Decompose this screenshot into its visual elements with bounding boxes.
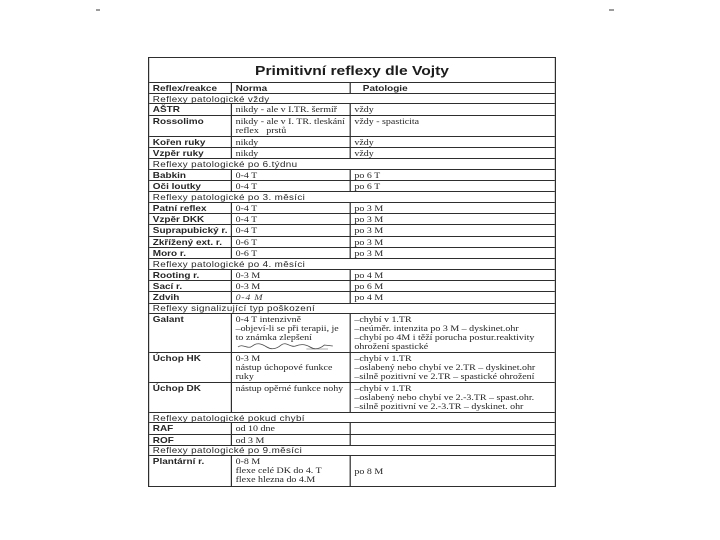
- reflex-name-cell: ROF: [149, 435, 232, 445]
- norma-line: 0-6 T: [235, 249, 258, 259]
- reflex-name-cell: Rossolimo: [149, 116, 232, 136]
- norma-line: reflex prstů: [235, 125, 287, 135]
- norma-line: 0-4 T: [235, 214, 258, 224]
- norma-cell: [232, 353, 351, 382]
- norma-cell: [232, 148, 351, 158]
- patologie-line: ohrožení spastické: [354, 342, 429, 352]
- section-title: Reflexy patologické pokud chybí: [152, 413, 305, 423]
- norma-line: 0-8 M: [235, 457, 261, 467]
- table-row: [149, 181, 555, 192]
- header-reflex: Reflex/reakce: [149, 83, 232, 93]
- patologie-cell: [351, 270, 555, 280]
- norma-cell: [232, 423, 351, 433]
- table-row: [149, 292, 555, 303]
- patologie-cell: [351, 456, 555, 486]
- norma-cell: [232, 137, 351, 147]
- section-header: [149, 304, 555, 314]
- norma-line: –objeví-li se při terapii, je: [235, 324, 339, 334]
- norma-cell: [232, 456, 351, 486]
- scan-artifact: [609, 9, 614, 11]
- norma-cell: [232, 237, 351, 247]
- norma-cell: [232, 314, 351, 352]
- table-row: [149, 104, 555, 115]
- reflex-name-cell: RAF: [149, 423, 232, 433]
- patologie-line: vždy: [354, 105, 374, 115]
- table-row: [149, 456, 555, 486]
- reflex-name-cell: Vzpěr ruky: [149, 148, 232, 158]
- norma-line: nikdy: [235, 148, 259, 158]
- norma-cell: [232, 214, 351, 224]
- norma-line: od 10 dne: [235, 424, 275, 434]
- norma-line: nikdy: [235, 137, 259, 147]
- norma-cell: [232, 292, 351, 302]
- patologie-cell: [351, 214, 555, 224]
- table-row: [149, 203, 555, 214]
- norma-line: 0-4 T: [235, 181, 258, 191]
- reflex-name-cell: Oči loutky: [149, 181, 232, 191]
- patologie-line: po 6 M: [354, 282, 384, 292]
- patologie-line: po 4 M: [354, 270, 384, 280]
- norma-cell: [232, 170, 351, 180]
- table-row: [149, 148, 555, 159]
- section-title: Reflexy patologické po 6.týdnu: [152, 159, 298, 169]
- reflex-name-cell: Patní reflex: [149, 203, 232, 213]
- section-title: Reflexy signalizující typ poškození: [152, 304, 316, 314]
- table-row: [149, 281, 555, 292]
- norma-line: ruky: [235, 372, 254, 382]
- reflex-name-cell: Zdvih: [149, 292, 232, 302]
- patologie-line: –chybí v 1.TR: [354, 384, 412, 394]
- patologie-line: –oslabený nebo chybí ve 2.TR – dyskinet.ohr: [354, 363, 536, 373]
- reflex-name-cell: Úchop HK: [149, 353, 232, 382]
- section-title: Reflexy patologické vždy: [152, 94, 270, 104]
- reflex-name-cell: Vzpěr DKK: [149, 214, 232, 224]
- norma-line: 0-3 M: [235, 354, 261, 364]
- patologie-line: –chybí v 1.TR: [354, 315, 412, 325]
- norma-cell: [232, 281, 351, 291]
- patologie-line: po 3 M: [354, 249, 384, 259]
- patologie-line: po 4 M: [354, 293, 384, 303]
- table-row: [149, 214, 555, 225]
- patologie-cell: [351, 170, 555, 180]
- table-row: [149, 137, 555, 148]
- reflex-name-cell: Moro r.: [149, 248, 232, 258]
- section-header: [149, 192, 555, 202]
- reflex-name-cell: Kořen ruky: [149, 137, 232, 147]
- table-row: [149, 116, 555, 137]
- norma-cell: [232, 116, 351, 136]
- patologie-line: po 3 M: [354, 237, 384, 247]
- patologie-cell: [351, 423, 555, 433]
- norma-cell: [232, 225, 351, 235]
- norma-cell: [232, 435, 351, 445]
- patologie-line: –silně pozitivní ve 2.TR – spastické ohrožení: [354, 372, 535, 382]
- norma-line: nikdy - ale v I.TR. šermíř: [235, 105, 338, 115]
- handwritten-scribble: [237, 342, 335, 351]
- norma-line: 0-3 M: [235, 282, 261, 292]
- reflex-name-cell: Suprapubický r.: [149, 225, 232, 235]
- reflex-name-cell: Zkřížený ext. r.: [149, 237, 232, 247]
- norma-cell: [232, 203, 351, 213]
- table-title-row: [149, 58, 555, 83]
- norma-line: 0-6 T: [235, 237, 258, 247]
- norma-line: 0-4 M: [235, 293, 264, 303]
- norma-line: 0-4 T: [235, 203, 258, 213]
- section-header: [149, 446, 555, 456]
- patologie-line: po 6 T: [354, 170, 381, 180]
- scan-artifact: [96, 9, 100, 11]
- table-body: [149, 94, 555, 486]
- patologie-line: po 3 M: [354, 214, 384, 224]
- patologie-line: –chybí po 4M i těží porucha postur.reaktivity: [354, 333, 535, 343]
- norma-cell: [232, 383, 351, 412]
- norma-line: to známka zlepšení: [235, 333, 312, 343]
- section-title: Reflexy patologické po 4. měsíci: [152, 259, 306, 269]
- table-row: [149, 435, 555, 446]
- patologie-cell: [351, 148, 555, 158]
- header-norma: Norma: [232, 83, 351, 93]
- norma-line: od 3 M: [235, 435, 265, 445]
- table-row: [149, 353, 555, 383]
- reflex-name-cell: Galant: [149, 314, 232, 352]
- reflex-name-cell: Plantární r.: [149, 456, 232, 486]
- section-header: [149, 159, 555, 169]
- patologie-cell: [351, 203, 555, 213]
- table-row: [149, 270, 555, 281]
- table-row: [149, 237, 555, 248]
- reflex-name-cell: Úchop DK: [149, 383, 232, 412]
- patologie-cell: [351, 237, 555, 247]
- page-title: Primitivní reflexy dle Vojty: [255, 63, 449, 78]
- table-row: [149, 170, 555, 181]
- patologie-cell: [351, 292, 555, 302]
- section-title: Reflexy patologické po 9.měsíci: [152, 446, 303, 456]
- table-row: [149, 383, 555, 413]
- norma-line: 0-3 M: [235, 270, 261, 280]
- patologie-cell: [351, 435, 555, 445]
- patologie-cell: [351, 104, 555, 114]
- section-header: [149, 259, 555, 269]
- table-row: [149, 248, 555, 259]
- reflex-name-cell: Rooting r.: [149, 270, 232, 280]
- table-header-row: [149, 83, 555, 94]
- norma-line: flexe hlezna do 4.M: [235, 475, 316, 485]
- patologie-cell: [351, 248, 555, 258]
- patologie-cell: [351, 225, 555, 235]
- norma-line: nikdy - ale v I. TR. tleskání: [235, 116, 345, 126]
- patologie-line: –neúměr. intenzita po 3 M – dyskinet.ohr: [354, 324, 519, 334]
- header-patologie: Patologie: [362, 83, 408, 93]
- section-header: [149, 413, 555, 423]
- patologie-cell: [351, 314, 555, 352]
- patologie-cell: [351, 181, 555, 191]
- norma-line: nástup úchopové funkce: [235, 363, 333, 373]
- norma-cell: [232, 248, 351, 258]
- section-header: [149, 94, 555, 104]
- reflex-name-cell: AŠTR: [149, 104, 232, 114]
- reflex-name-cell: Babkin: [149, 170, 232, 180]
- norma-line: 0-4 T intenzivně: [235, 315, 302, 325]
- patologie-cell: [351, 383, 555, 412]
- table-row: [149, 225, 555, 236]
- table-row: [149, 423, 555, 434]
- patologie-cell: [351, 116, 555, 136]
- table-row: [149, 314, 555, 353]
- norma-cell: [232, 104, 351, 114]
- patologie-cell: [351, 353, 555, 382]
- norma-line: flexe celé DK do 4. T: [235, 466, 322, 476]
- patologie-cell: [351, 281, 555, 291]
- patologie-cell: [351, 137, 555, 147]
- patologie-line: po 3 M: [354, 226, 384, 236]
- patologie-line: po 8 M: [354, 466, 384, 476]
- patologie-line: po 3 M: [354, 203, 384, 213]
- patologie-line: vždy - spasticita: [354, 116, 420, 126]
- patologie-line: –oslabený nebo chybí ve 2.-3.TR – spast.ohr.: [354, 393, 535, 403]
- patologie-line: vždy: [354, 148, 374, 158]
- section-title: Reflexy patologické po 3. měsíci: [152, 192, 306, 202]
- norma-cell: [232, 181, 351, 191]
- patologie-line: –silně pozitivní ve 2.-3.TR – dyskinet. ohr: [354, 402, 524, 412]
- patologie-line: –chybí v 1.TR: [354, 354, 412, 364]
- norma-cell: [232, 270, 351, 280]
- norma-line: 0-4 T: [235, 170, 258, 180]
- norma-line: nástup opěrné funkce nohy: [235, 384, 344, 394]
- reflex-name-cell: Sací r.: [149, 281, 232, 291]
- norma-line: 0-4 T: [235, 226, 258, 236]
- patologie-line: vždy: [354, 137, 374, 147]
- patologie-line: po 6 T: [354, 181, 381, 191]
- reflex-table: [148, 57, 556, 487]
